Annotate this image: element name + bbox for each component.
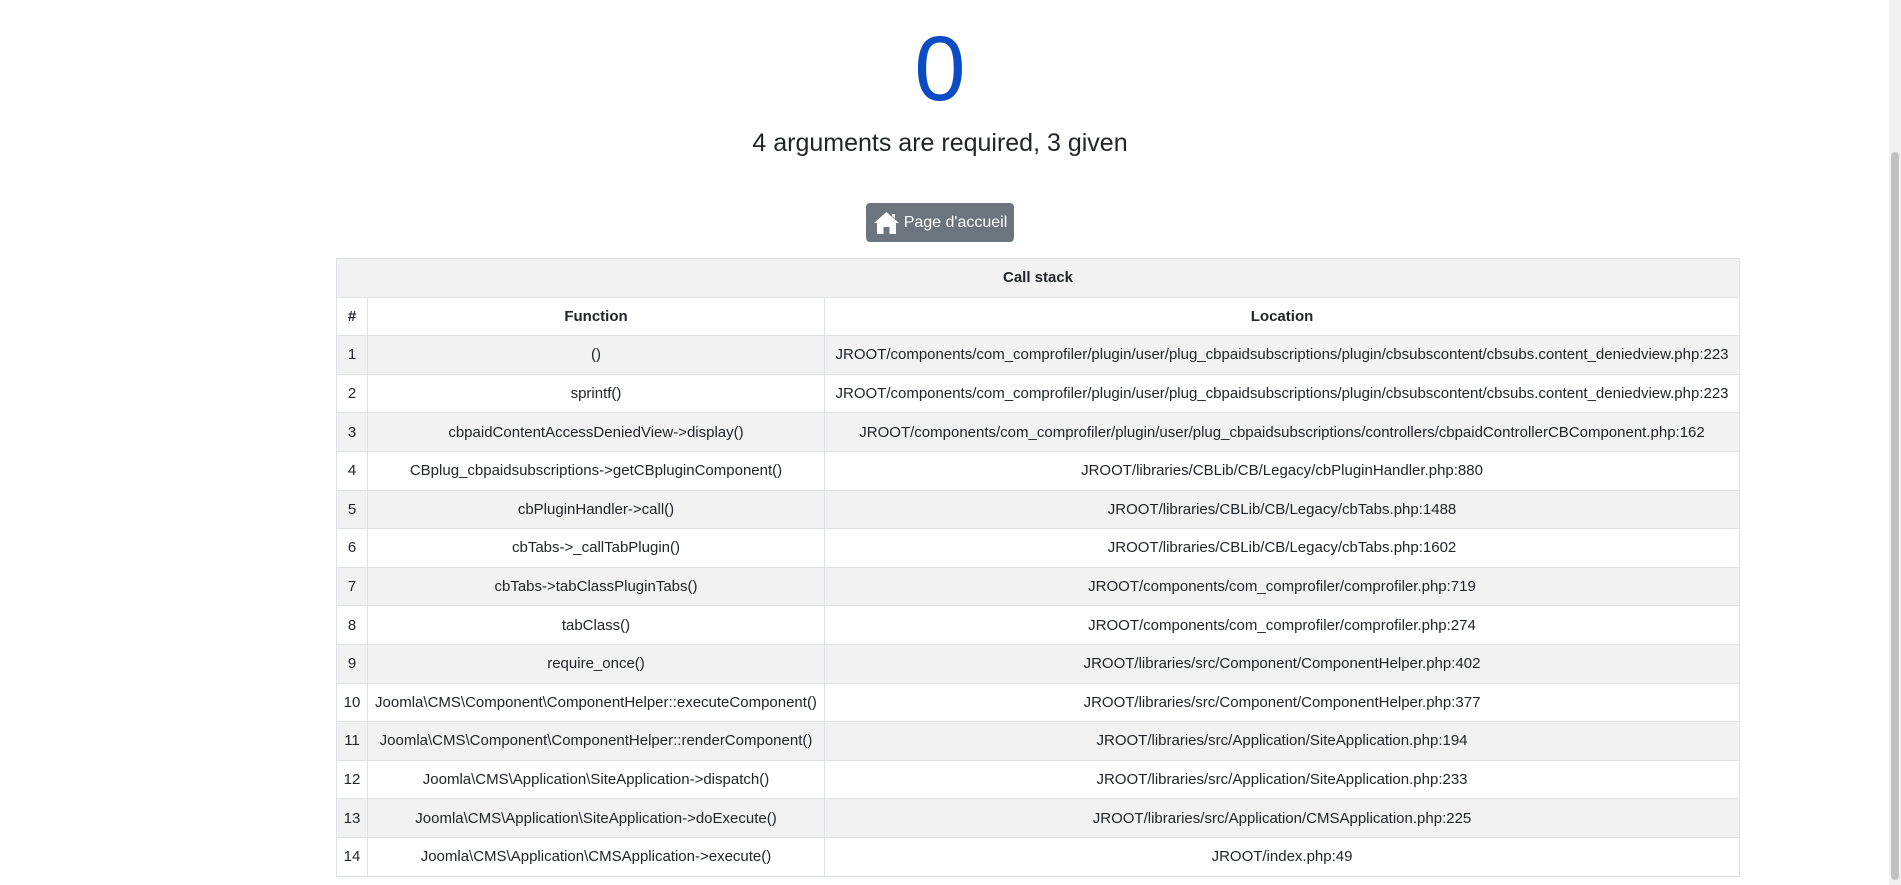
row-function: cbTabs->_callTabPlugin() [368,529,825,568]
row-number: 14 [337,837,368,876]
table-row [337,722,1740,761]
call-stack-caption: Call stack [337,259,1740,298]
row-function: tabClass() [368,606,825,645]
row-function: () [368,336,825,375]
row-number: 8 [337,606,368,645]
call-stack-caption-row [337,259,1740,298]
table-row [337,760,1740,799]
table-row [337,606,1740,645]
error-code: 0 [914,18,966,120]
call-stack-header-row [337,297,1740,336]
table-row [337,529,1740,568]
table-row [337,683,1740,722]
table-row [337,336,1740,375]
column-header-location: Location [825,297,1740,336]
row-number: 11 [337,722,368,761]
row-number: 3 [337,413,368,452]
row-number: 7 [337,567,368,606]
row-number: 5 [337,490,368,529]
home-button-label: Page d'accueil [903,213,1008,231]
row-function: cbpaidContentAccessDeniedView->display() [368,413,825,452]
table-row [337,490,1740,529]
row-location: JROOT/libraries/CBLib/CB/Legacy/cbTabs.php:1488 [825,490,1740,529]
row-location: JROOT/libraries/CBLib/CB/Legacy/cbTabs.php:1602 [825,529,1740,568]
row-location: JROOT/libraries/src/Application/CMSApplication.php:225 [825,799,1740,838]
row-function: require_once() [368,644,825,683]
row-number: 1 [337,336,368,375]
column-header-function: Function [368,297,825,336]
row-location: JROOT/libraries/src/Application/SiteApplication.php:194 [825,722,1740,761]
row-location: JROOT/index.php:49 [825,837,1740,876]
row-function: CBplug_cbpaidsubscriptions->getCBpluginComponent() [368,451,825,490]
row-number: 13 [337,799,368,838]
table-row [337,567,1740,606]
row-number: 2 [337,374,368,413]
column-header-number: # [337,297,368,336]
row-function: Joomla\CMS\Application\SiteApplication->doExecute() [368,799,825,838]
table-row [337,644,1740,683]
scrollbar-thumb[interactable] [1891,152,1899,880]
row-location: JROOT/libraries/src/Component/ComponentHelper.php:402 [825,644,1740,683]
call-stack [336,258,1739,877]
row-location: JROOT/components/com_comprofiler/comprofiler.php:719 [825,567,1740,606]
row-number: 6 [337,529,368,568]
row-number: 10 [337,683,368,722]
table-row [337,451,1740,490]
row-location: JROOT/libraries/src/Application/SiteApplication.php:233 [825,760,1740,799]
row-function: cbTabs->tabClassPluginTabs() [368,567,825,606]
home-icon [873,211,900,235]
row-location: JROOT/components/com_comprofiler/plugin/user/plug_cbpaidsubscriptions/plugin/cbsubscontent/cbsubs.content_deniedview.php:223 [825,336,1740,375]
row-location: JROOT/components/com_comprofiler/plugin/user/plug_cbpaidsubscriptions/plugin/cbsubscontent/cbsubs.content_deniedview.php:223 [825,374,1740,413]
row-function: Joomla\CMS\Application\SiteApplication->dispatch() [368,760,825,799]
row-function: Joomla\CMS\Component\ComponentHelper::executeComponent() [368,683,825,722]
row-location: JROOT/components/com_comprofiler/plugin/user/plug_cbpaidsubscriptions/controllers/cbpaidControllerCBComponent.php:162 [825,413,1740,452]
row-location: JROOT/components/com_comprofiler/comprofiler.php:274 [825,606,1740,645]
home-button[interactable] [866,203,1014,242]
call-stack-table [336,258,1740,877]
row-number: 4 [337,451,368,490]
table-row [337,799,1740,838]
row-function: sprintf() [368,374,825,413]
error-message: 4 arguments are required, 3 given [752,129,1128,157]
table-row [337,374,1740,413]
row-location: JROOT/libraries/src/Component/ComponentHelper.php:377 [825,683,1740,722]
vertical-scrollbar[interactable] [1889,0,1901,885]
row-number: 12 [337,760,368,799]
table-row [337,837,1740,876]
row-function: cbPluginHandler->call() [368,490,825,529]
table-row [337,413,1740,452]
row-function: Joomla\CMS\Application\CMSApplication->execute() [368,837,825,876]
row-number: 9 [337,644,368,683]
row-location: JROOT/libraries/CBLib/CB/Legacy/cbPluginHandler.php:880 [825,451,1740,490]
row-function: Joomla\CMS\Component\ComponentHelper::renderComponent() [368,722,825,761]
